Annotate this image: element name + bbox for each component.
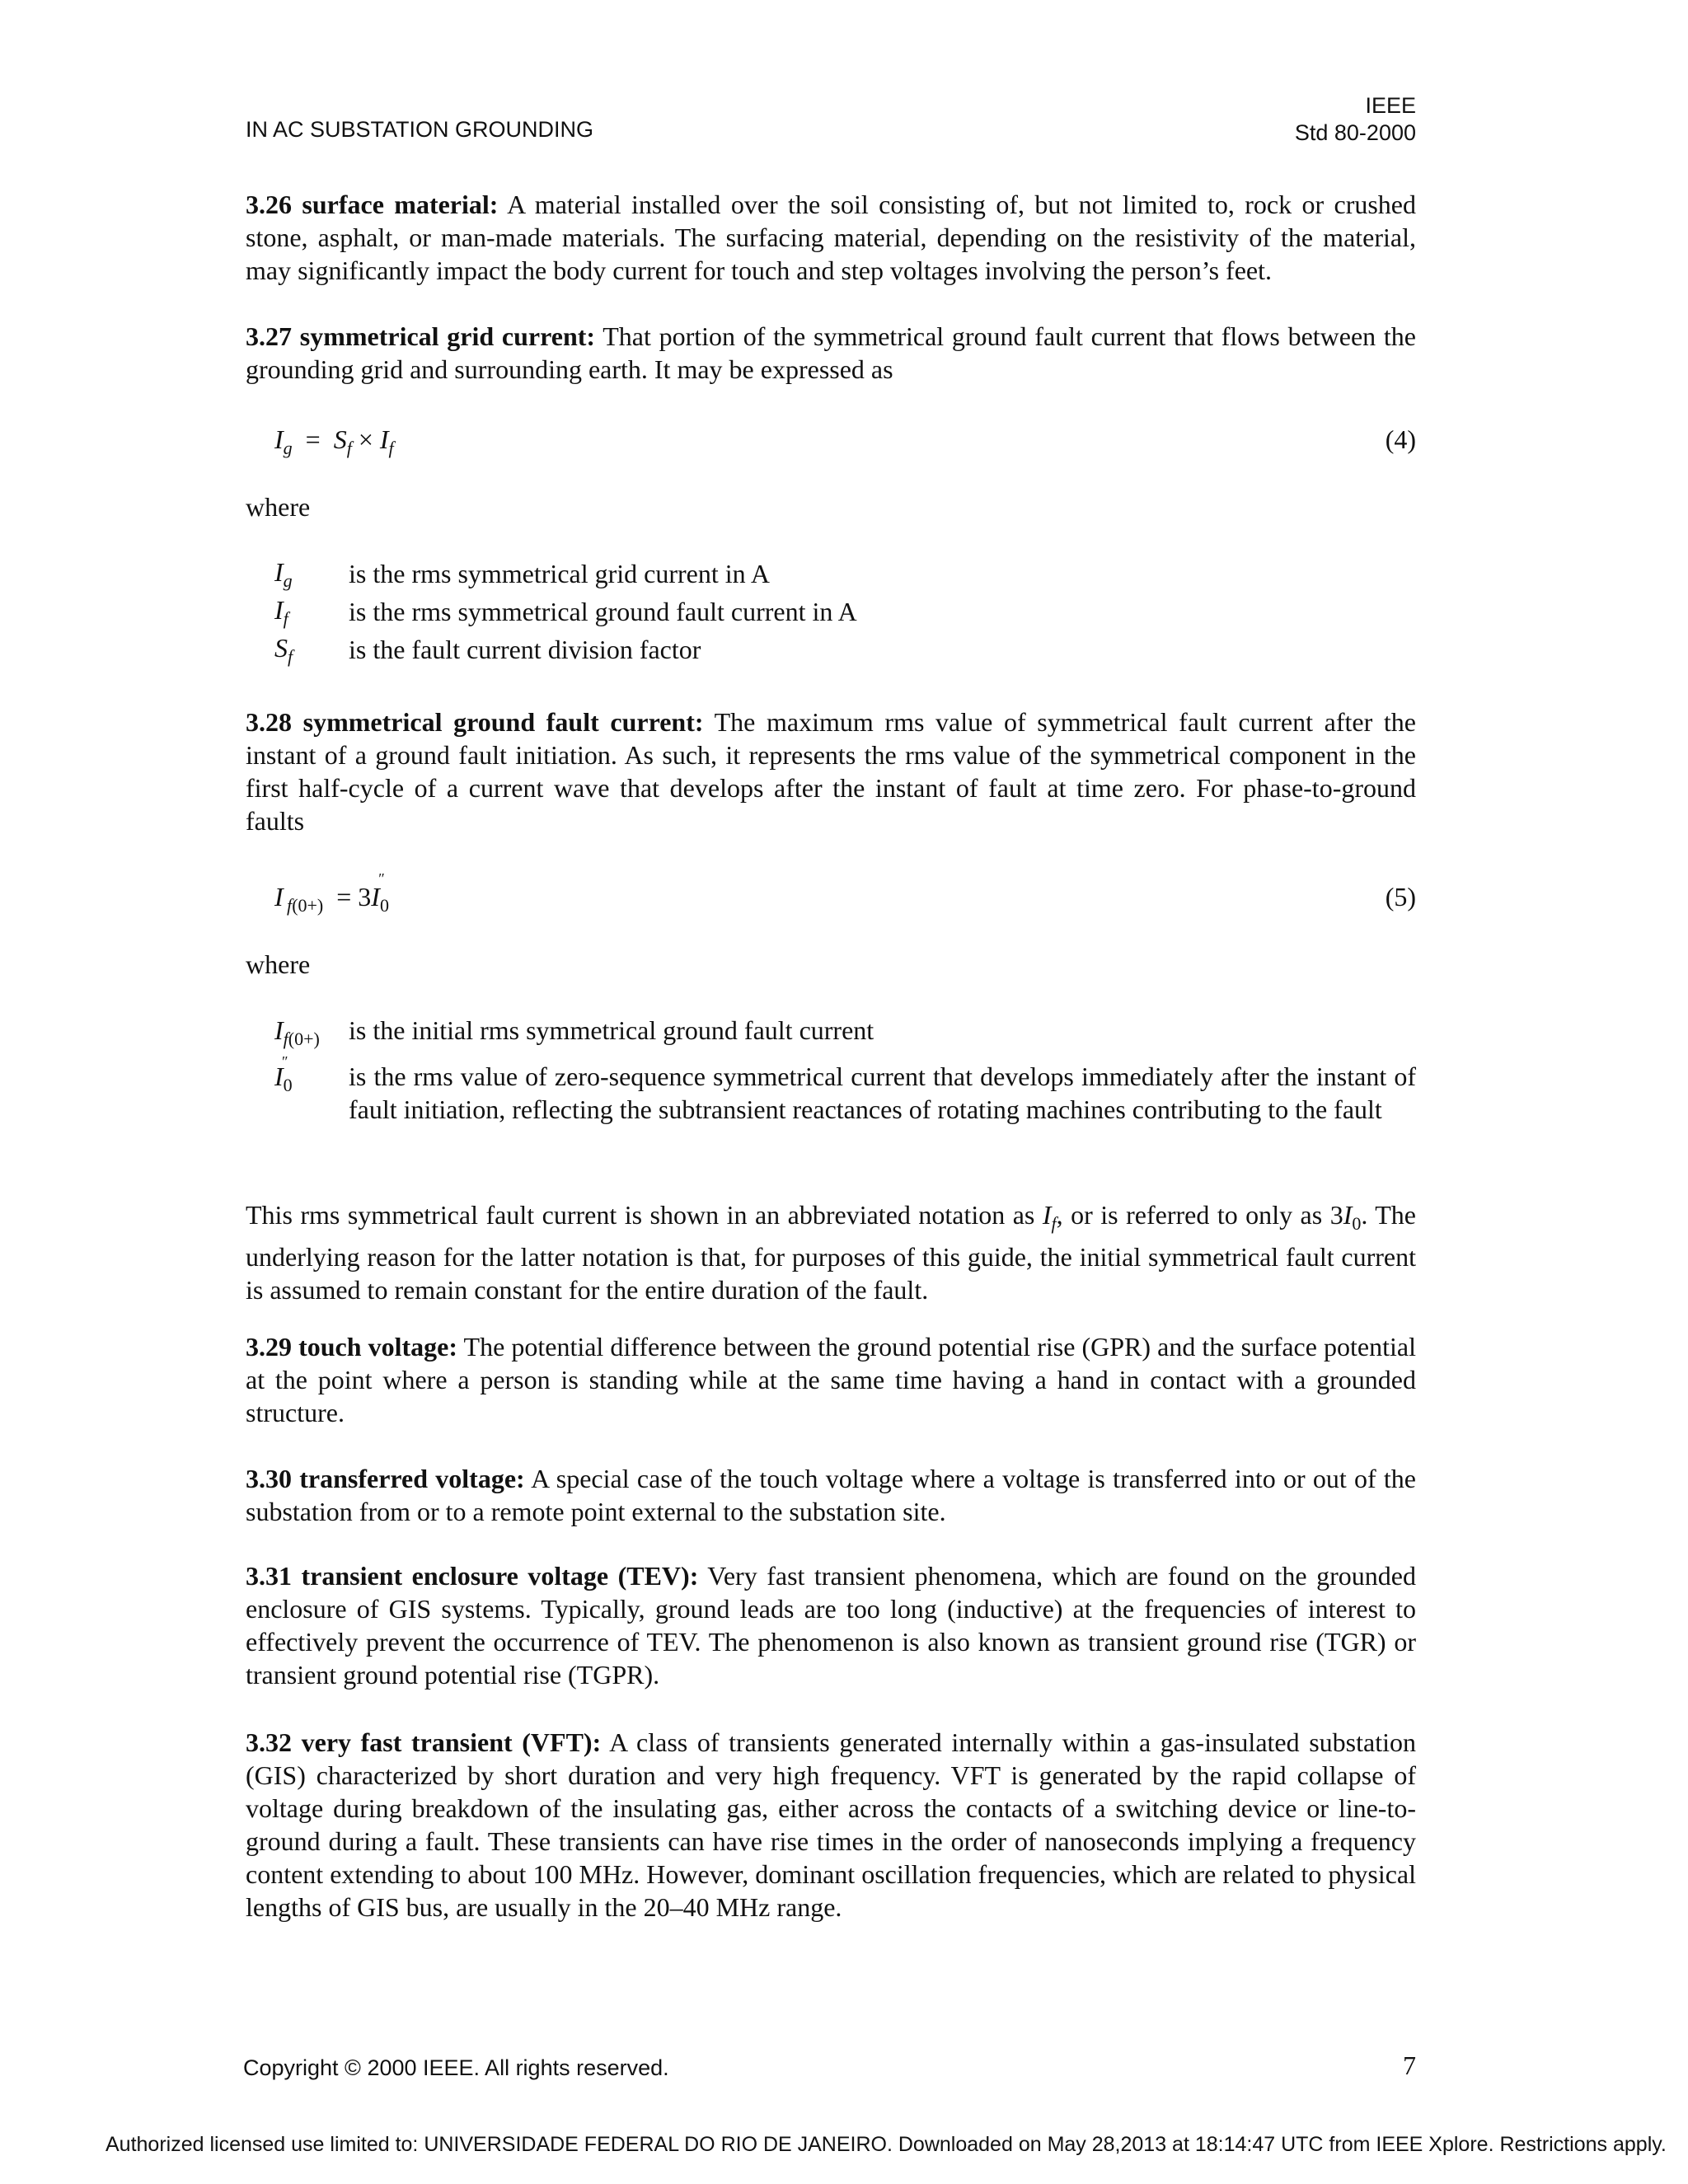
equation-5: I $_{f(0+)}$ = 3I ″ $_0$ bbox=[274, 870, 389, 916]
equation-number-5: (5) bbox=[1385, 882, 1416, 912]
equation-4: $I_g = S_f \times I_f$ bbox=[274, 424, 394, 458]
header-ieee: IEEE bbox=[1365, 93, 1416, 118]
body-3-27: That portion of the symmetrical ground fault current that flows between the grounding grid and surrounding earth. It may be expressed as bbox=[246, 321, 1417, 384]
term-3-26: 3.26 surface material: bbox=[246, 190, 499, 219]
term-3-27: 3.27 symmetrical grid current: bbox=[246, 321, 596, 351]
running-header-standard bbox=[1295, 92, 1416, 147]
symbol-i0-subtransient: I ″ $_0$ bbox=[274, 1053, 293, 1095]
body-3-29: The potential difference between the ground potential rise (GPR) and the surface potential at the point where a person is standing while at the same time having a hand in contact with a grounded structure. bbox=[246, 1332, 1416, 1427]
definition-3-31 bbox=[246, 1559, 1416, 1691]
definition-3-27 bbox=[246, 320, 1416, 386]
term-3-32: 3.32 very fast transient (VFT): bbox=[246, 1727, 602, 1757]
body-3-31: Very fast transient phenomena, which are found on the grounded enclosure of GIS systems. Typically, ground leads are too long (inductive) at the frequencies of interest to effectively prevent the occurrence of TEV. The phenomenon is also known as transient ground rise (TGR) or transient ground potential rise (TGPR). bbox=[246, 1561, 1417, 1690]
body-3-26: A material installed over the soil consisting of, but not limited to, rock or crushed stone, asphalt, or man-made materials. The surfacing material, depending on the resistivity of the material, may significantly impact the body current for touch and step voltages involving the person’s feet. bbox=[246, 190, 1417, 285]
paragraph-notation-note: This rms symmetrical fault current is shown in an abbreviated notation as $I_f$, or is referred to only as $3I_0$. The underlying reason for the latter notation is that, for purposes of this guide, the initial symmetrical fault current is assumed to remain constant for the entire duration of the fault. bbox=[246, 1200, 1417, 1305]
symbol-def-i0: is the rms value of zero-sequence symmetrical current that develops immediately after the instant of fault initiation, reflecting the subtransient reactances of rotating machines contributing to the fault bbox=[349, 1062, 1416, 1124]
symbol-if: $I_f$ bbox=[274, 595, 288, 629]
definition-3-29 bbox=[246, 1330, 1416, 1429]
copyright-notice: Copyright © 2000 IEEE. All rights reserved. bbox=[243, 2055, 669, 2080]
symbol-def-if0plus: is the initial rms symmetrical ground fault current bbox=[349, 1015, 874, 1045]
page-number: 7 bbox=[1403, 2050, 1416, 2080]
symbol-sf: $S_f$ bbox=[274, 633, 293, 667]
term-3-29: 3.29 touch voltage: bbox=[246, 1332, 458, 1361]
equation-number-4: (4) bbox=[1385, 424, 1416, 454]
definition-3-26 bbox=[246, 188, 1416, 287]
license-notice: Authorized licensed use limited to: UNIVERSIDADE FEDERAL DO RIO DE JANEIRO. Downloaded on May 28,2013 at 18:14:47 UTC from IEEE Xplore. Restrictions apply. bbox=[106, 2133, 1667, 2156]
where-label-4: where bbox=[246, 492, 311, 522]
body-3-30: A special case of the touch voltage where a voltage is transferred into or out of the substation from or to a remote point external to the substation site. bbox=[246, 1464, 1417, 1526]
definition-3-28 bbox=[246, 705, 1416, 837]
body-3-32: A class of transients generated internally within a gas-insulated substation (GIS) characterized by short duration and very high frequency. VFT is generated by the rapid collapse of voltage during breakdown of the insulating gas, either across the contacts of a switching device or line-to-ground during a fault. These transients can have rise times in the order of nanoseconds implying a frequency content extending to about 100 MHz. However, dominant oscillation frequencies, which are related to physical lengths of GIS bus, are usually in the 20–40 MHz range. bbox=[246, 1727, 1416, 1922]
definition-3-32 bbox=[246, 1726, 1416, 1924]
where-label-5: where bbox=[246, 949, 311, 979]
term-3-31: 3.31 transient enclosure voltage (TEV): bbox=[246, 1561, 699, 1591]
definition-3-30 bbox=[246, 1462, 1416, 1528]
symbol-ig: $I_g$ bbox=[274, 557, 293, 591]
term-3-28: 3.28 symmetrical ground fault current: bbox=[246, 707, 704, 737]
running-header-title: IN AC SUBSTATION GROUNDING bbox=[246, 117, 594, 142]
symbol-def-if: is the rms symmetrical ground fault current in A bbox=[349, 597, 857, 626]
symbol-def-ig: is the rms symmetrical grid current in A bbox=[349, 559, 770, 588]
header-std-number: Std 80-2000 bbox=[1294, 120, 1416, 145]
symbol-if0plus: $I_{f(0+)}$ bbox=[274, 1015, 320, 1049]
term-3-30: 3.30 transferred voltage: bbox=[246, 1464, 525, 1493]
symbol-def-sf: is the fault current division factor bbox=[349, 635, 701, 664]
body-3-28: The maximum rms value of symmetrical fault current after the instant of a ground fault initiation. As such, it represents the rms value of the symmetrical component in the first half-cycle of a current wave that develops after the instant of fault at time zero. For phase-to-ground faults bbox=[246, 707, 1417, 836]
